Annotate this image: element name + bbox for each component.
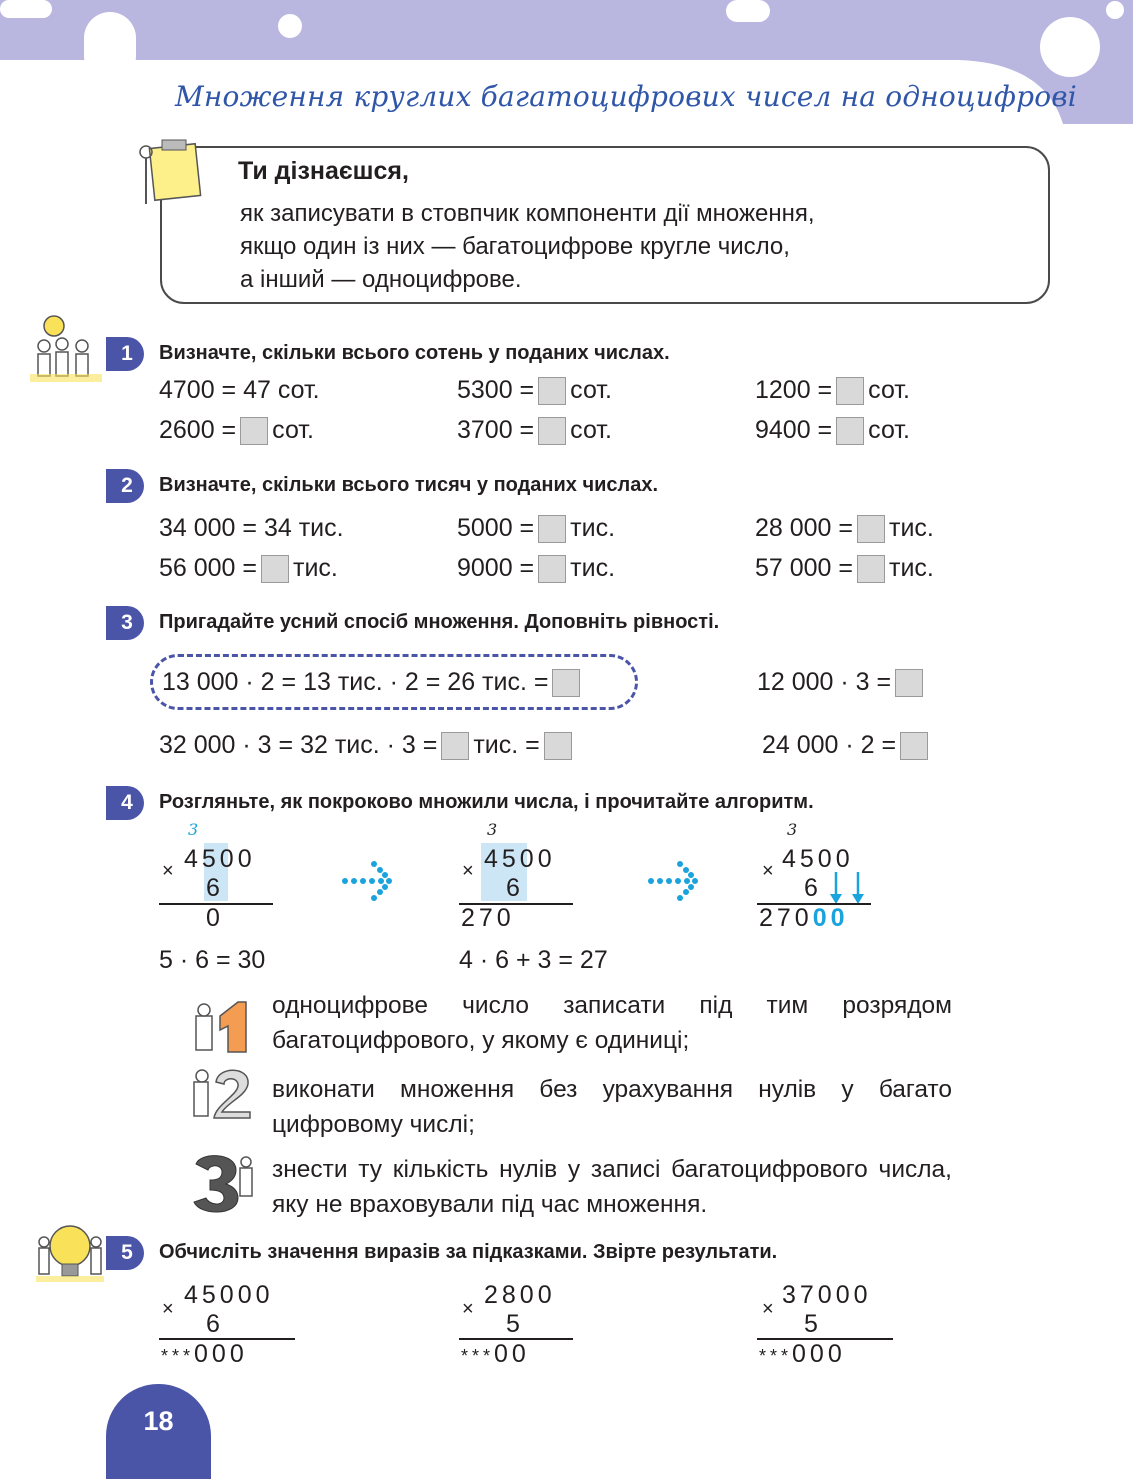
expression bbox=[457, 514, 615, 543]
rule-text-3: знести ту кількість нулів у записі багатоцифрового числа, яку не враховували під час множення. bbox=[272, 1156, 952, 1218]
task-badge-5: 5 bbox=[106, 1236, 144, 1270]
partial-result: 270 bbox=[461, 904, 515, 932]
multiplier: 6 bbox=[206, 1310, 224, 1338]
carry-digit: 3 bbox=[787, 820, 798, 839]
step-note bbox=[159, 946, 265, 975]
task-badge-4: 4 bbox=[106, 786, 144, 820]
expression-text: 57 000 = bbox=[755, 554, 854, 582]
expression bbox=[755, 554, 934, 583]
page-title: Множення круглих багатоцифрових чисел на одноцифрові bbox=[175, 80, 1077, 113]
answer-box[interactable] bbox=[857, 555, 885, 583]
expression-text: 13 000 · 2 = 13 тис. · 2 = 26 тис. = bbox=[162, 668, 549, 696]
expression-unit: тис. bbox=[570, 514, 616, 542]
task-text-5: Обчисліть значення виразів за підказками. Звірте результати. bbox=[159, 1241, 778, 1263]
answer-box[interactable] bbox=[857, 515, 885, 543]
times-sign: × bbox=[762, 860, 774, 882]
answer-box[interactable] bbox=[836, 417, 864, 445]
step-note-text: 4 · 6 + 3 = 27 bbox=[459, 946, 608, 974]
learn-line: якщо один із них — багатоцифрове кругле число, bbox=[240, 233, 790, 260]
expression bbox=[457, 554, 615, 583]
dotted-arrow-icon bbox=[646, 858, 700, 904]
answer-box[interactable] bbox=[240, 417, 268, 445]
task-text-3: Пригадайте усний спосіб множення. Доповніть рівності. bbox=[159, 611, 720, 633]
multiplier: 5 bbox=[804, 1310, 822, 1338]
step-note bbox=[459, 946, 608, 975]
unknown-digits: *** bbox=[461, 1346, 495, 1366]
unknown-digits: *** bbox=[161, 1346, 195, 1366]
answer-box[interactable] bbox=[538, 555, 566, 583]
times-sign: × bbox=[162, 1298, 174, 1320]
answer-box[interactable] bbox=[544, 732, 572, 760]
number-1-figure-icon bbox=[190, 1000, 254, 1056]
multiplicand: 4500 bbox=[484, 845, 556, 873]
result-hint bbox=[161, 1340, 248, 1369]
expression bbox=[755, 416, 910, 445]
answer-box[interactable] bbox=[538, 515, 566, 543]
result-hint bbox=[759, 1340, 846, 1369]
expression-text: 9000 = bbox=[457, 554, 535, 582]
expression-text: 5000 = bbox=[457, 514, 535, 542]
multiplicand: 37000 bbox=[782, 1281, 872, 1309]
expression-text: 34 000 = 34 тис. bbox=[159, 514, 344, 542]
times-sign: × bbox=[762, 1298, 774, 1320]
multiplicand: 2800 bbox=[484, 1281, 556, 1309]
carried-zeros: 00 bbox=[812, 904, 849, 932]
times-sign: × bbox=[462, 1298, 474, 1320]
expression-text: 4700 = 47 сот. bbox=[159, 376, 320, 404]
expression-text: 2600 = bbox=[159, 416, 237, 444]
expression bbox=[762, 731, 932, 760]
result-hint bbox=[461, 1340, 530, 1369]
expression bbox=[159, 731, 576, 760]
rule-text-2: виконати множення без урахування нулів у багато цифровому числі; bbox=[272, 1076, 952, 1138]
multiplier: 6 bbox=[506, 874, 524, 902]
expression bbox=[159, 376, 320, 405]
expression-text: 9400 = bbox=[755, 416, 833, 444]
known-zeros: 000 bbox=[194, 1340, 248, 1368]
task-badge-3: 3 bbox=[106, 606, 144, 640]
answer-box[interactable] bbox=[895, 669, 923, 697]
multiplicand: 45000 bbox=[184, 1281, 274, 1309]
multiplier: 6 bbox=[206, 874, 224, 902]
dotted-arrow-icon bbox=[340, 858, 394, 904]
task-text-4: Розгляньте, як покроково множили числа, і прочитайте алгоритм. bbox=[159, 791, 814, 813]
multiplier: 6 bbox=[804, 874, 822, 902]
page-number: 18 bbox=[106, 1384, 211, 1479]
down-arrows-icon bbox=[826, 870, 870, 906]
expression-unit: сот. bbox=[272, 416, 314, 444]
expression-text: 28 000 = bbox=[755, 514, 854, 542]
carry-digit: 3 bbox=[188, 820, 199, 839]
number-3-figure-icon bbox=[192, 1152, 256, 1216]
expression-unit: тис. = bbox=[473, 731, 540, 759]
multiplicand: 4500 bbox=[184, 845, 256, 873]
multiplicand: 4500 bbox=[782, 845, 854, 873]
expression bbox=[457, 416, 612, 445]
partial-result bbox=[759, 904, 849, 933]
learn-line: як записувати в стовпчик компоненти дії множення, bbox=[240, 200, 815, 227]
expression-text: 32 000 · 3 = 32 тис. · 3 = bbox=[159, 731, 438, 759]
learn-heading: Ти дізнаєшся, bbox=[238, 157, 409, 185]
sticky-note-icon bbox=[138, 138, 202, 208]
task-text-1: Визначте, скільки всього сотень у поданих числах. bbox=[159, 342, 670, 364]
lightbulb-people-icon bbox=[36, 1222, 104, 1284]
expression-unit: тис. bbox=[889, 554, 934, 582]
partial-result: 0 bbox=[206, 904, 224, 932]
number-2-figure-icon bbox=[188, 1064, 254, 1122]
expression bbox=[159, 416, 314, 445]
expression bbox=[755, 376, 910, 405]
expression-unit: сот. bbox=[570, 376, 612, 404]
expression-unit: сот. bbox=[570, 416, 612, 444]
expression-unit: тис. bbox=[889, 514, 934, 542]
expression-unit: тис. bbox=[570, 554, 616, 582]
expression-text: 5300 = bbox=[457, 376, 535, 404]
answer-box[interactable] bbox=[261, 555, 289, 583]
answer-box[interactable] bbox=[538, 377, 566, 405]
task-text-2: Визначте, скільки всього тисяч у поданих числах. bbox=[159, 474, 659, 496]
expression-text: 56 000 = bbox=[159, 554, 258, 582]
result-digits: 270 bbox=[759, 904, 813, 932]
answer-box[interactable] bbox=[538, 417, 566, 445]
expression-text: 1200 = bbox=[755, 376, 833, 404]
expression-unit: сот. bbox=[868, 376, 910, 404]
expression-text: 3700 = bbox=[457, 416, 535, 444]
expression bbox=[159, 554, 338, 583]
expression bbox=[159, 514, 344, 543]
answer-box[interactable] bbox=[836, 377, 864, 405]
answer-box[interactable] bbox=[441, 732, 469, 760]
unknown-digits: *** bbox=[759, 1346, 793, 1366]
task-badge-2: 2 bbox=[106, 469, 144, 503]
expression-unit: тис. bbox=[293, 554, 338, 582]
times-sign: × bbox=[162, 860, 174, 882]
expression bbox=[457, 376, 612, 405]
known-zeros: 00 bbox=[494, 1340, 530, 1368]
times-sign: × bbox=[462, 860, 474, 882]
expression-text: 24 000 · 2 = bbox=[762, 731, 897, 759]
answer-box[interactable] bbox=[552, 669, 580, 697]
carry-digit: 3 bbox=[487, 820, 498, 839]
known-zeros: 000 bbox=[792, 1340, 846, 1368]
group-lightbulb-icon bbox=[30, 312, 104, 384]
learn-line: а інший — одноцифрове. bbox=[240, 266, 522, 293]
step-note-text: 5 · 6 = 30 bbox=[159, 946, 266, 974]
answer-box[interactable] bbox=[900, 732, 928, 760]
rule-text-1: одноцифрове число записати під тим розрядом багатоцифрового, у якому є одиниці; bbox=[272, 992, 952, 1054]
expression bbox=[755, 514, 934, 543]
expression-unit: сот. bbox=[868, 416, 910, 444]
expression bbox=[757, 668, 927, 697]
expression bbox=[162, 668, 584, 697]
multiplier: 5 bbox=[506, 1310, 524, 1338]
task-badge-1: 1 bbox=[106, 337, 144, 371]
expression-text: 12 000 · 3 = bbox=[757, 668, 892, 696]
